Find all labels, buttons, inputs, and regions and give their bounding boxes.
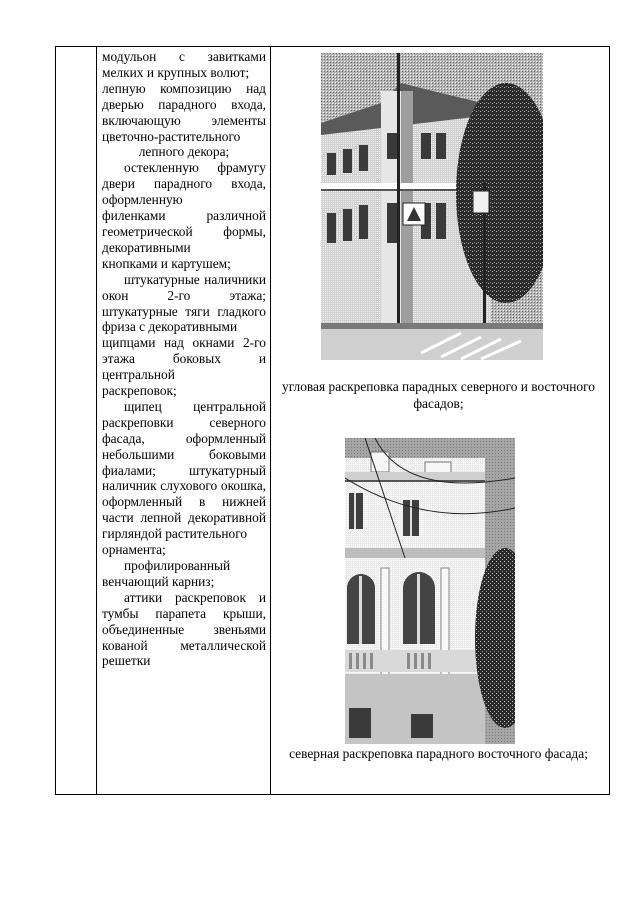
description-paragraph: щипец центральной раскреповки северного фасада, оформленный небольшими боковыми фиалами; штукатурный наличник слухового окошка, оформленный в нижней части лепной декоративной гирляндой растительного xyxy=(102,398,266,542)
description-paragraph: лепную композицию над дверью парадного входа, включающую элементы цветочно-растительного xyxy=(102,80,266,144)
building-photo-1 xyxy=(321,53,543,360)
column-divider-2 xyxy=(270,47,271,794)
description-paragraph: кнопками и картушем; xyxy=(102,255,231,271)
description-paragraph: филенками различной геометрической формы, декоративными xyxy=(102,208,266,255)
building-photo-2 xyxy=(345,438,515,744)
description-paragraph: остекленную фрамугу двери парадного входа, оформленную xyxy=(102,160,266,208)
corner-projection-photo xyxy=(321,53,543,360)
description-paragraph: лепного декора; xyxy=(138,144,230,160)
column-divider-1 xyxy=(96,47,97,794)
heritage-table xyxy=(55,46,610,795)
description-paragraph: раскреповок; xyxy=(102,383,177,399)
description-paragraph: орнамента; xyxy=(102,542,166,558)
description-paragraph: модульон с завитками мелких и крупных волют; xyxy=(102,49,266,80)
description-paragraph: профилированный венчающий карниз; xyxy=(102,558,231,589)
description-paragraph: аттики раскреповок и тумбы парапета крыши, объединенные звеньями кованой металлической решетки xyxy=(102,589,266,669)
photo-caption-2: северная раскреповка парадного восточного фасада; xyxy=(289,746,588,761)
description-cell xyxy=(102,49,266,669)
north-projection-photo xyxy=(345,438,515,744)
description-paragraph: щипцами над окнами 2-го этажа боковых и центральной xyxy=(102,335,266,383)
description-paragraph: штукатурные наличники окон 2-го этажа; штукатурные тяги гладкого фриза с декоративными xyxy=(102,271,266,335)
photo-caption-1: угловая раскреповка парадных северного и восточного фасадов; xyxy=(282,379,595,411)
